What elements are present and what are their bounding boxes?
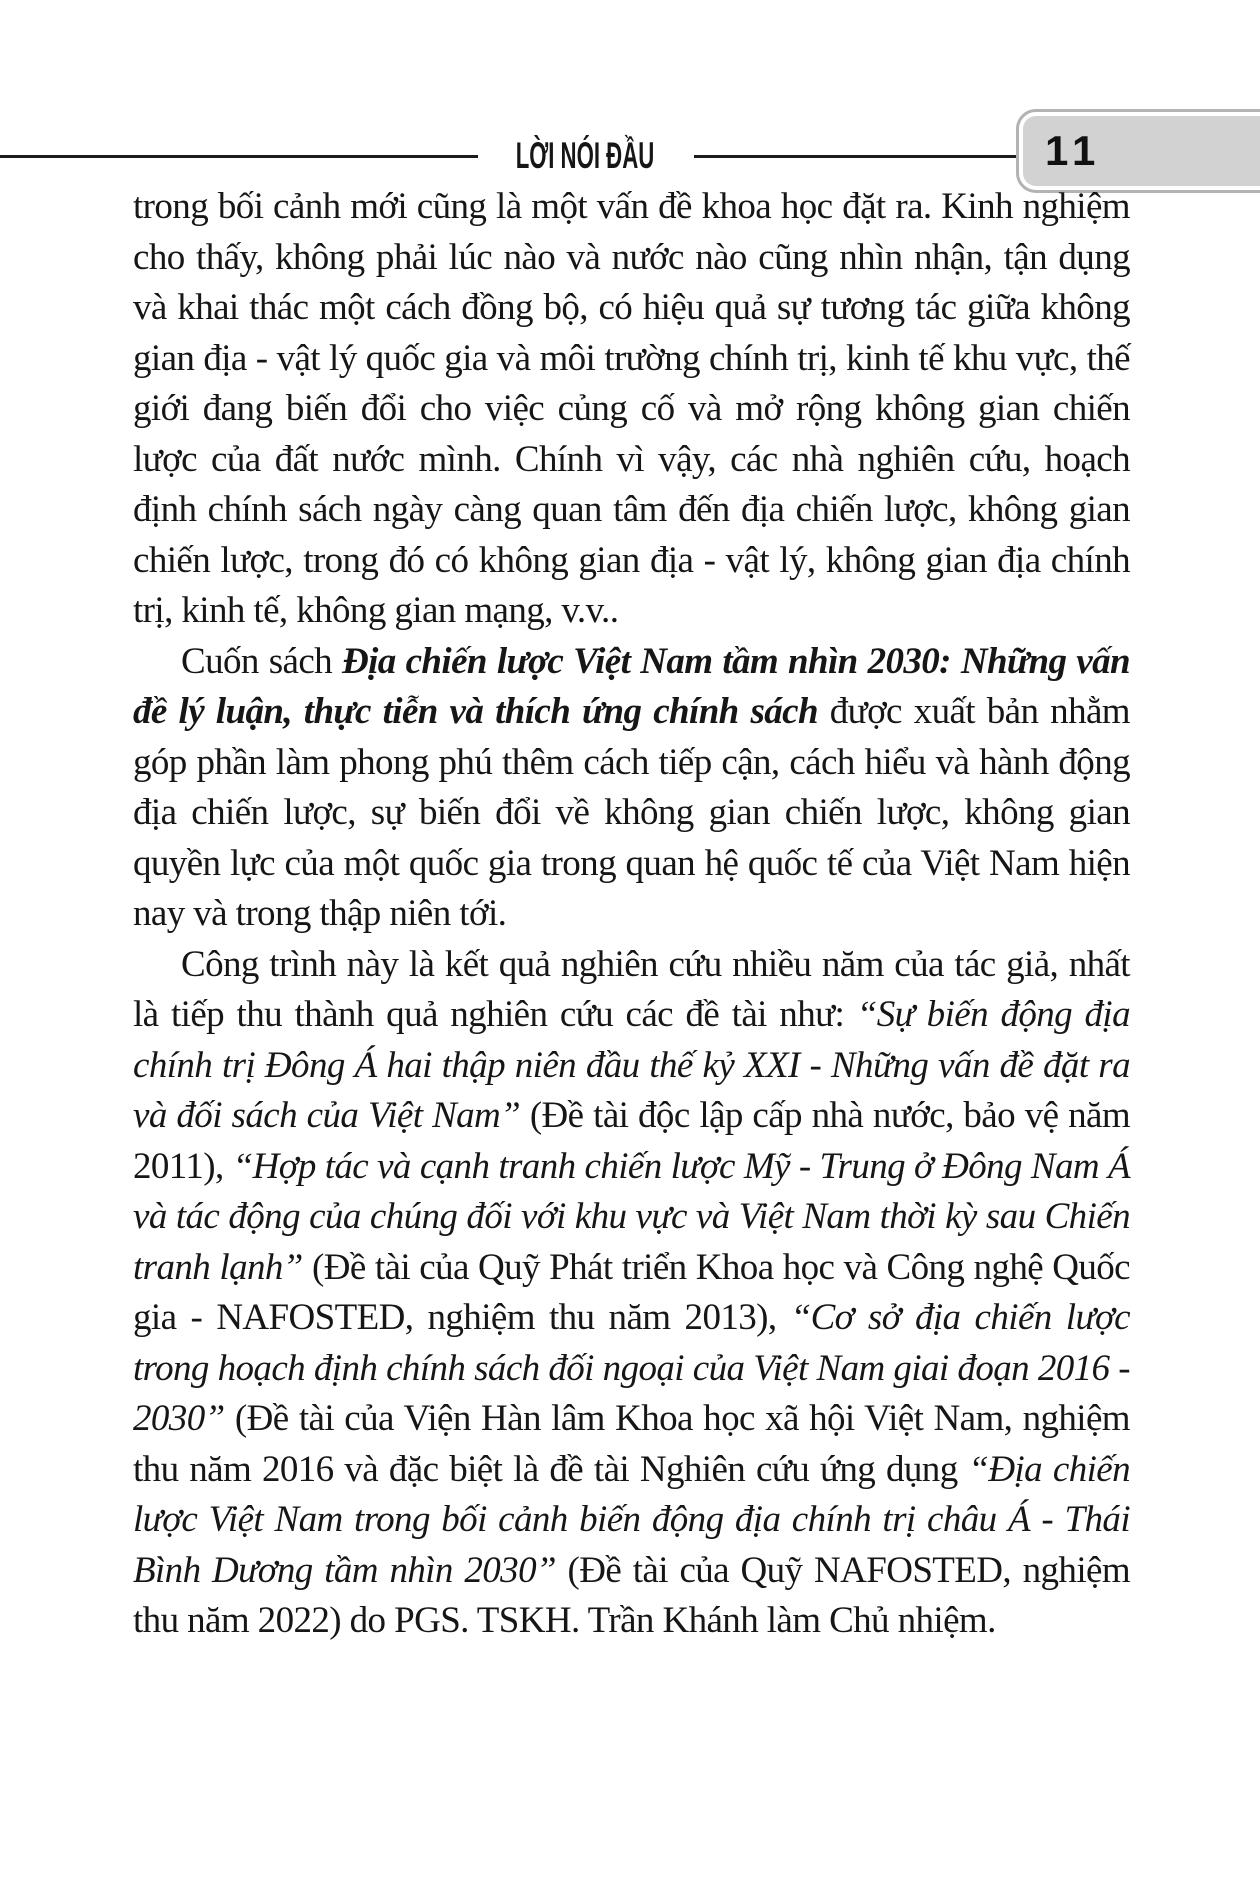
paragraph <box>133 940 1130 1647</box>
page-body <box>133 182 1130 1647</box>
text-run: Cuốn sách <box>181 640 342 682</box>
text-run: được xuất bản nhằm góp phần làm phong phú thêm cách tiếp cận, cách hiểu và hành động địa chiến lược, sự biến đổi về không gian chiến lược, không gian quyền lực của một quốc gia trong quan hệ quốc tế của Việt Nam hiện nay và trong thập niên tới. <box>133 691 1130 934</box>
header-rule-right <box>694 155 1024 158</box>
emphasized-title-run: “Sự biến động địa chính trị Đông Á hai thập niên đầu thế kỷ XXI - Những vấn đề đặt ra và đối sách của Việt Nam” <box>133 994 1131 1136</box>
text-run: trong bối cảnh mới cũng là một vấn đề khoa học đặt ra. Kinh nghiệm cho thấy, không phải lúc nào và nước nào cũng nhìn nhận, tận dụng và khai thác một cách đồng bộ, có hiệu quả sự tương tác giữa không gian địa - vật lý quốc gia và môi trường chính trị, kinh tế khu vực, thế giới đang biến đổi cho việc củng cố và mở rộng không gian chiến lược của đất nước mình. Chính vì vậy, các nhà nghiên cứu, hoạch định chính sách ngày càng quan tâm đến địa chiến lược, không gian chiến lược, trong đó có không gian địa - vật lý, không gian địa chính trị, kinh tế, không gian mạng, v.v.. <box>133 186 1130 631</box>
page-number-badge-fill <box>1023 116 1260 186</box>
emphasized-title-run: “Cơ sở địa chiến lược trong hoạch định chính sách đối ngoại của Việt Nam giai đoạn 2016 - 2030” <box>133 1297 1130 1439</box>
paragraph <box>133 637 1130 940</box>
text-run: (Đề tài của Quỹ NAFOSTED, nghiệm thu năm 2022) do PGS. TSKH. Trần Khánh làm Chủ nhiệm. <box>133 1549 1131 1641</box>
header-title: LỜI NÓI ĐẦU <box>515 135 655 176</box>
emphasized-title-run: “Hợp tác và cạnh tranh chiến lược Mỹ - Trung ở Đông Nam Á và tác động của chúng đối với khu vực và Việt Nam thời kỳ sau Chiến tranh lạnh” <box>133 1145 1131 1288</box>
emphasized-title-run: Địa chiến lược Việt Nam tầm nhìn 2030: Những vấn đề lý luận, thực tiễn và thích ứng chính sách <box>133 640 1130 732</box>
page-header <box>0 0 1260 200</box>
emphasized-title-run: “Địa chiến lược Việt Nam trong bối cảnh biến động địa chính trị châu Á - Thái Bình Dương tầm nhìn 2030” <box>133 1448 1131 1591</box>
text-run: (Đề tài của Quỹ Phát triển Khoa học và Công nghệ Quốc gia - NAFOSTED, nghiệm thu năm 2013), <box>133 1246 1130 1338</box>
page-number: 11 <box>1045 127 1102 174</box>
header-rule-left <box>0 155 478 158</box>
paragraph <box>133 182 1130 637</box>
text-run: (Đề tài độc lập cấp nhà nước, bảo vệ năm 2011), <box>133 1095 1131 1187</box>
text-run: (Đề tài của Viện Hàn lâm Khoa học xã hội Việt Nam, nghiệm thu năm 2016 và đặc biệt là đề tài Nghiên cứu ứng dụng <box>133 1398 1130 1490</box>
text-run: Công trình này là kết quả nghiên cứu nhiều năm của tác giả, nhất là tiếp thu thành quả nghiên cứu các đề tài như: <box>133 943 1130 1035</box>
page-number-badge <box>1016 109 1260 193</box>
